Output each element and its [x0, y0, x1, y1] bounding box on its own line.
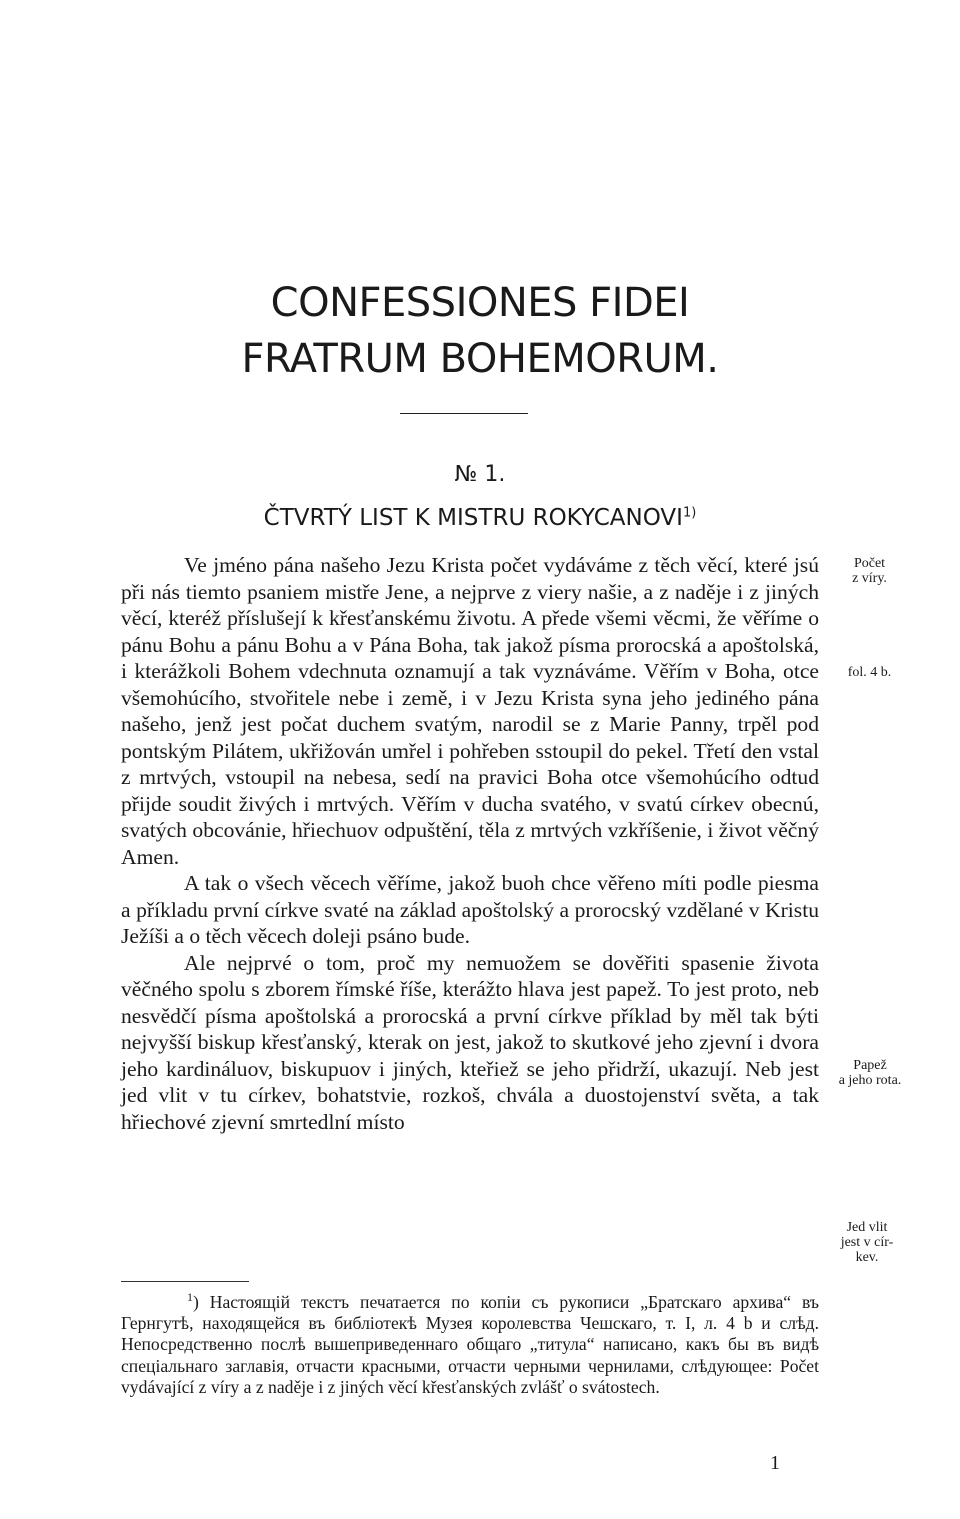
- margin-note-folio: fol. 4 b.: [847, 665, 892, 680]
- section-title-text: ČTVRTÝ LIST K MISTRU ROKYCANOVI: [263, 505, 683, 531]
- margin-note-pocet-z-viry: Počet z víry.: [852, 556, 887, 586]
- footnote: [121, 1292, 819, 1398]
- document-number: № 1.: [454, 462, 506, 487]
- section-title: [120, 505, 840, 531]
- margin-note-papez: Papež a jeho rota.: [838, 1058, 902, 1088]
- main-title: [120, 275, 840, 387]
- footnote-divider: [121, 1281, 249, 1282]
- title-divider: [400, 413, 528, 414]
- footnote-mark: 1: [187, 1290, 193, 1305]
- page-number: 1: [770, 1452, 780, 1474]
- paragraph-3: Ale nejprvé o tom, proč my nemuožem se dověřiti spasenie života věčného spolu s zborem římské říše, kterážto hlava jest papež. To jest proto, neb nesvědčí písma apoštolská a prorocská a první církve příklad by měl tak býti nejvyšší biskup křesťanský, kterak on jest, jakož to skutkové jeho zjevní i dvora jeho kardináluov, biskupuov i jiných, kteřiež se jeho přidrží, ukazují. Neb jest jed vlit v tu církev, bohatstvie, rozkoš, chvála a duostojenství světa, a tak hřiechové zjevní smrtedlní místo: [121, 950, 819, 1134]
- margin-note-jed-vlit: Jed vlit jest v cír- kev.: [840, 1220, 894, 1265]
- main-title-line-2: FRATRUM BOHEMORUM.: [241, 336, 719, 382]
- body-text: [121, 552, 819, 1135]
- paragraph-2: A tak o všech věcech věříme, jakož buoh chce věřeno míti podle piesma a příkladu první církve svaté na základ apoštolský a prorocský vzdělané v Kristu Ježíši a o těch věcech doleji psáno bude.: [121, 871, 819, 948]
- main-title-line-1: CONFESSIONES FIDEI: [270, 280, 690, 326]
- footnote-reference: 1): [682, 505, 697, 521]
- paragraph-1: Ve jméno pána našeho Jezu Krista počet vydáváme z těch věcí, které jsú při nás tiemto psaniem mistře Jene, a nejprve z viery našie, a z naděje i z jiných věcí, kteréž příslušejí k křesťanskému životu. A přede všemi věcmi, že věříme o pánu Bohu a pánu Bohu a v Pána Boha, tak jakož písma prorocská a apoštolská, i kterážkoli Bohem vdechnuta oznamují a tak vyznáváme. Věřím v Boha, otce všemohúcího, stvořitele nebe i země, i v Jezu Krista syna jeho jediného pána našeho, jenž jest počat duchem svatým, narodil se z Marie Panny, trpěl pod pontským Pilátem, ukřižován umřel i pohřeben sstoupil do pekel. Třetí den vstal z mrtvých, vstoupil na nebesa, sedí na pravici Boha otce všemohúcího odtud přijde soudit živých i mrtvých. Věřím v ducha svatého, v svatú církev obecnú, svatých obcovánie, hřiechuov odpuštění, těla z mrtvých vzkříšenie, i život věčný Amen.: [121, 553, 819, 869]
- footnote-text: ) Настоящій текстъ печатается по копіи съ рукописи „Братскаго архива“ въ Гернгутѣ, находящейся въ библіотекѣ Музея королевства Чешскаго, т. I, л. 4 b и слѣд. Непосредственно послѣ вышеприведеннаго общаго „титула“ написано, какъ бы въ видѣ спеціальнаго заглавія, отчасти красными, отчасти черными чернилами, слѣдующее: Počet vydávající z víry a z naděje i z jiných věcí křesťanských zvlášť o svátostech.: [121, 1292, 819, 1397]
- footnote-reference-number: 1: [682, 505, 692, 521]
